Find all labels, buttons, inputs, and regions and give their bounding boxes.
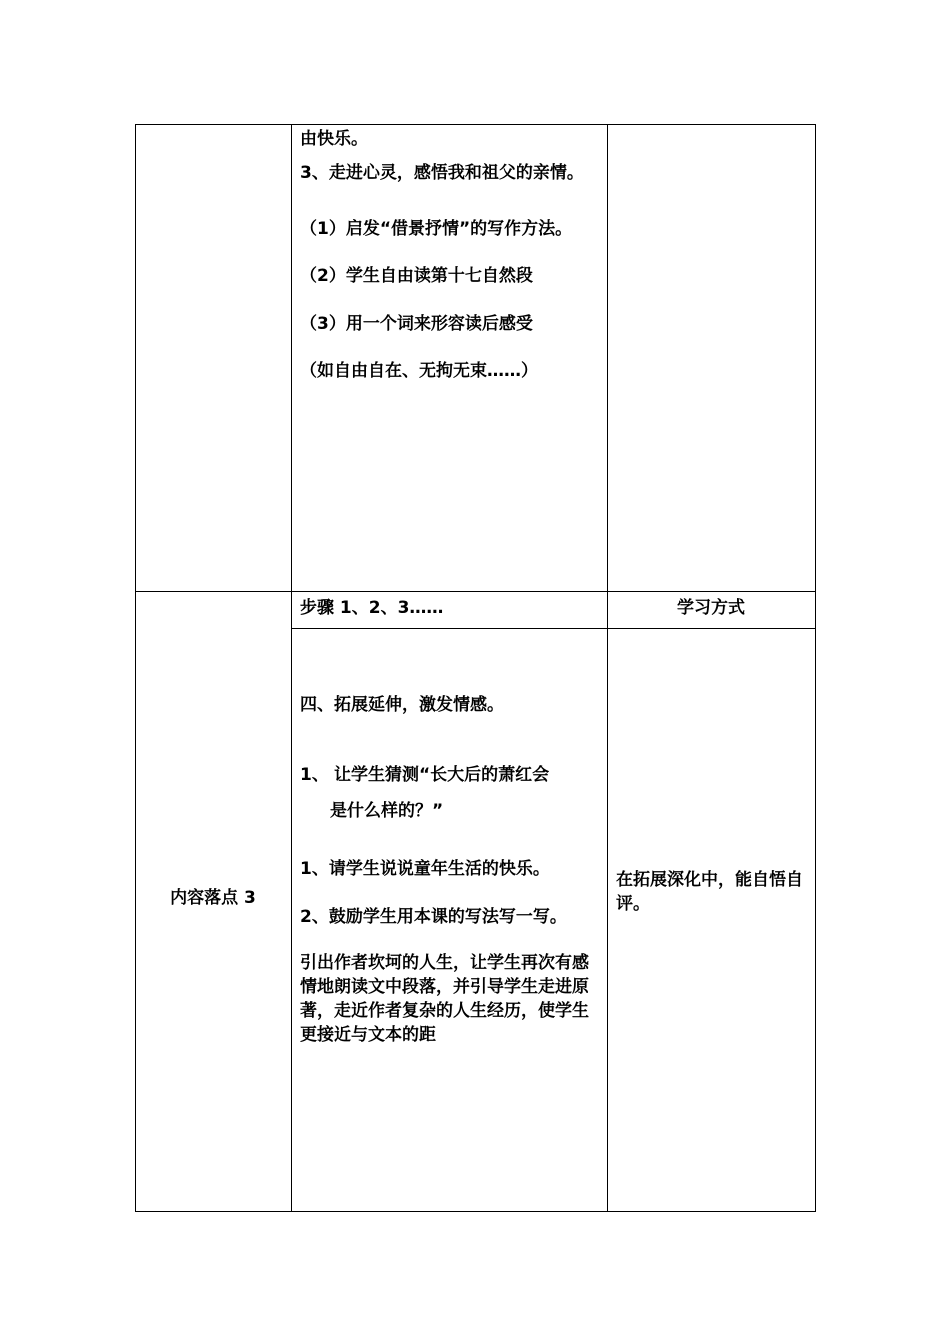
table-top-border bbox=[135, 124, 816, 125]
row1-line-5: （3）用一个词来形容读后感受 bbox=[300, 314, 533, 334]
table-right-border bbox=[815, 124, 816, 1212]
row1-line-3: （1）启发“借景抒情”的写作方法。 bbox=[300, 219, 573, 239]
table-bottom-border bbox=[135, 1211, 816, 1212]
method-header: 学习方式 bbox=[677, 598, 745, 618]
section-heading: 四、拓展延伸，激发情感。 bbox=[300, 695, 504, 715]
method-text: 在拓展深化中，能自悟自评。 bbox=[616, 870, 803, 914]
column-divider-1 bbox=[291, 124, 292, 1212]
content-point-label: 内容落点 3 bbox=[170, 888, 256, 908]
row1-line-4: （2）学生自由读第十七自然段 bbox=[300, 266, 533, 286]
steps-header: 步骤 1、2、3…… bbox=[300, 598, 444, 618]
item1-number: 1、 bbox=[300, 765, 329, 785]
item3: 2、鼓励学生用本课的写法写一写。 bbox=[300, 907, 567, 927]
row1-line-2: 3、走进心灵，感悟我和祖父的亲情。 bbox=[300, 163, 584, 183]
item1-line2: 是什么样的？” bbox=[330, 801, 444, 821]
extension-paragraph: 引出作者坎坷的人生，让学生再次有感情地朗读文中段落，并引导学生走进原著，走近作者复杂的人生经历，使学生更接近与文本的距 bbox=[300, 953, 589, 1045]
row-divider bbox=[135, 591, 816, 592]
item2: 1、请学生说说童年生活的快乐。 bbox=[300, 859, 550, 879]
row1-line-1: 由快乐。 bbox=[300, 129, 368, 149]
header-divider bbox=[291, 628, 816, 629]
column-divider-2 bbox=[607, 124, 608, 1212]
table-left-border bbox=[135, 124, 136, 1212]
row1-line-6: （如自由自在、无拘无束……） bbox=[300, 361, 538, 381]
item1-line1: 让学生猜测“长大后的萧红会 bbox=[334, 765, 550, 785]
